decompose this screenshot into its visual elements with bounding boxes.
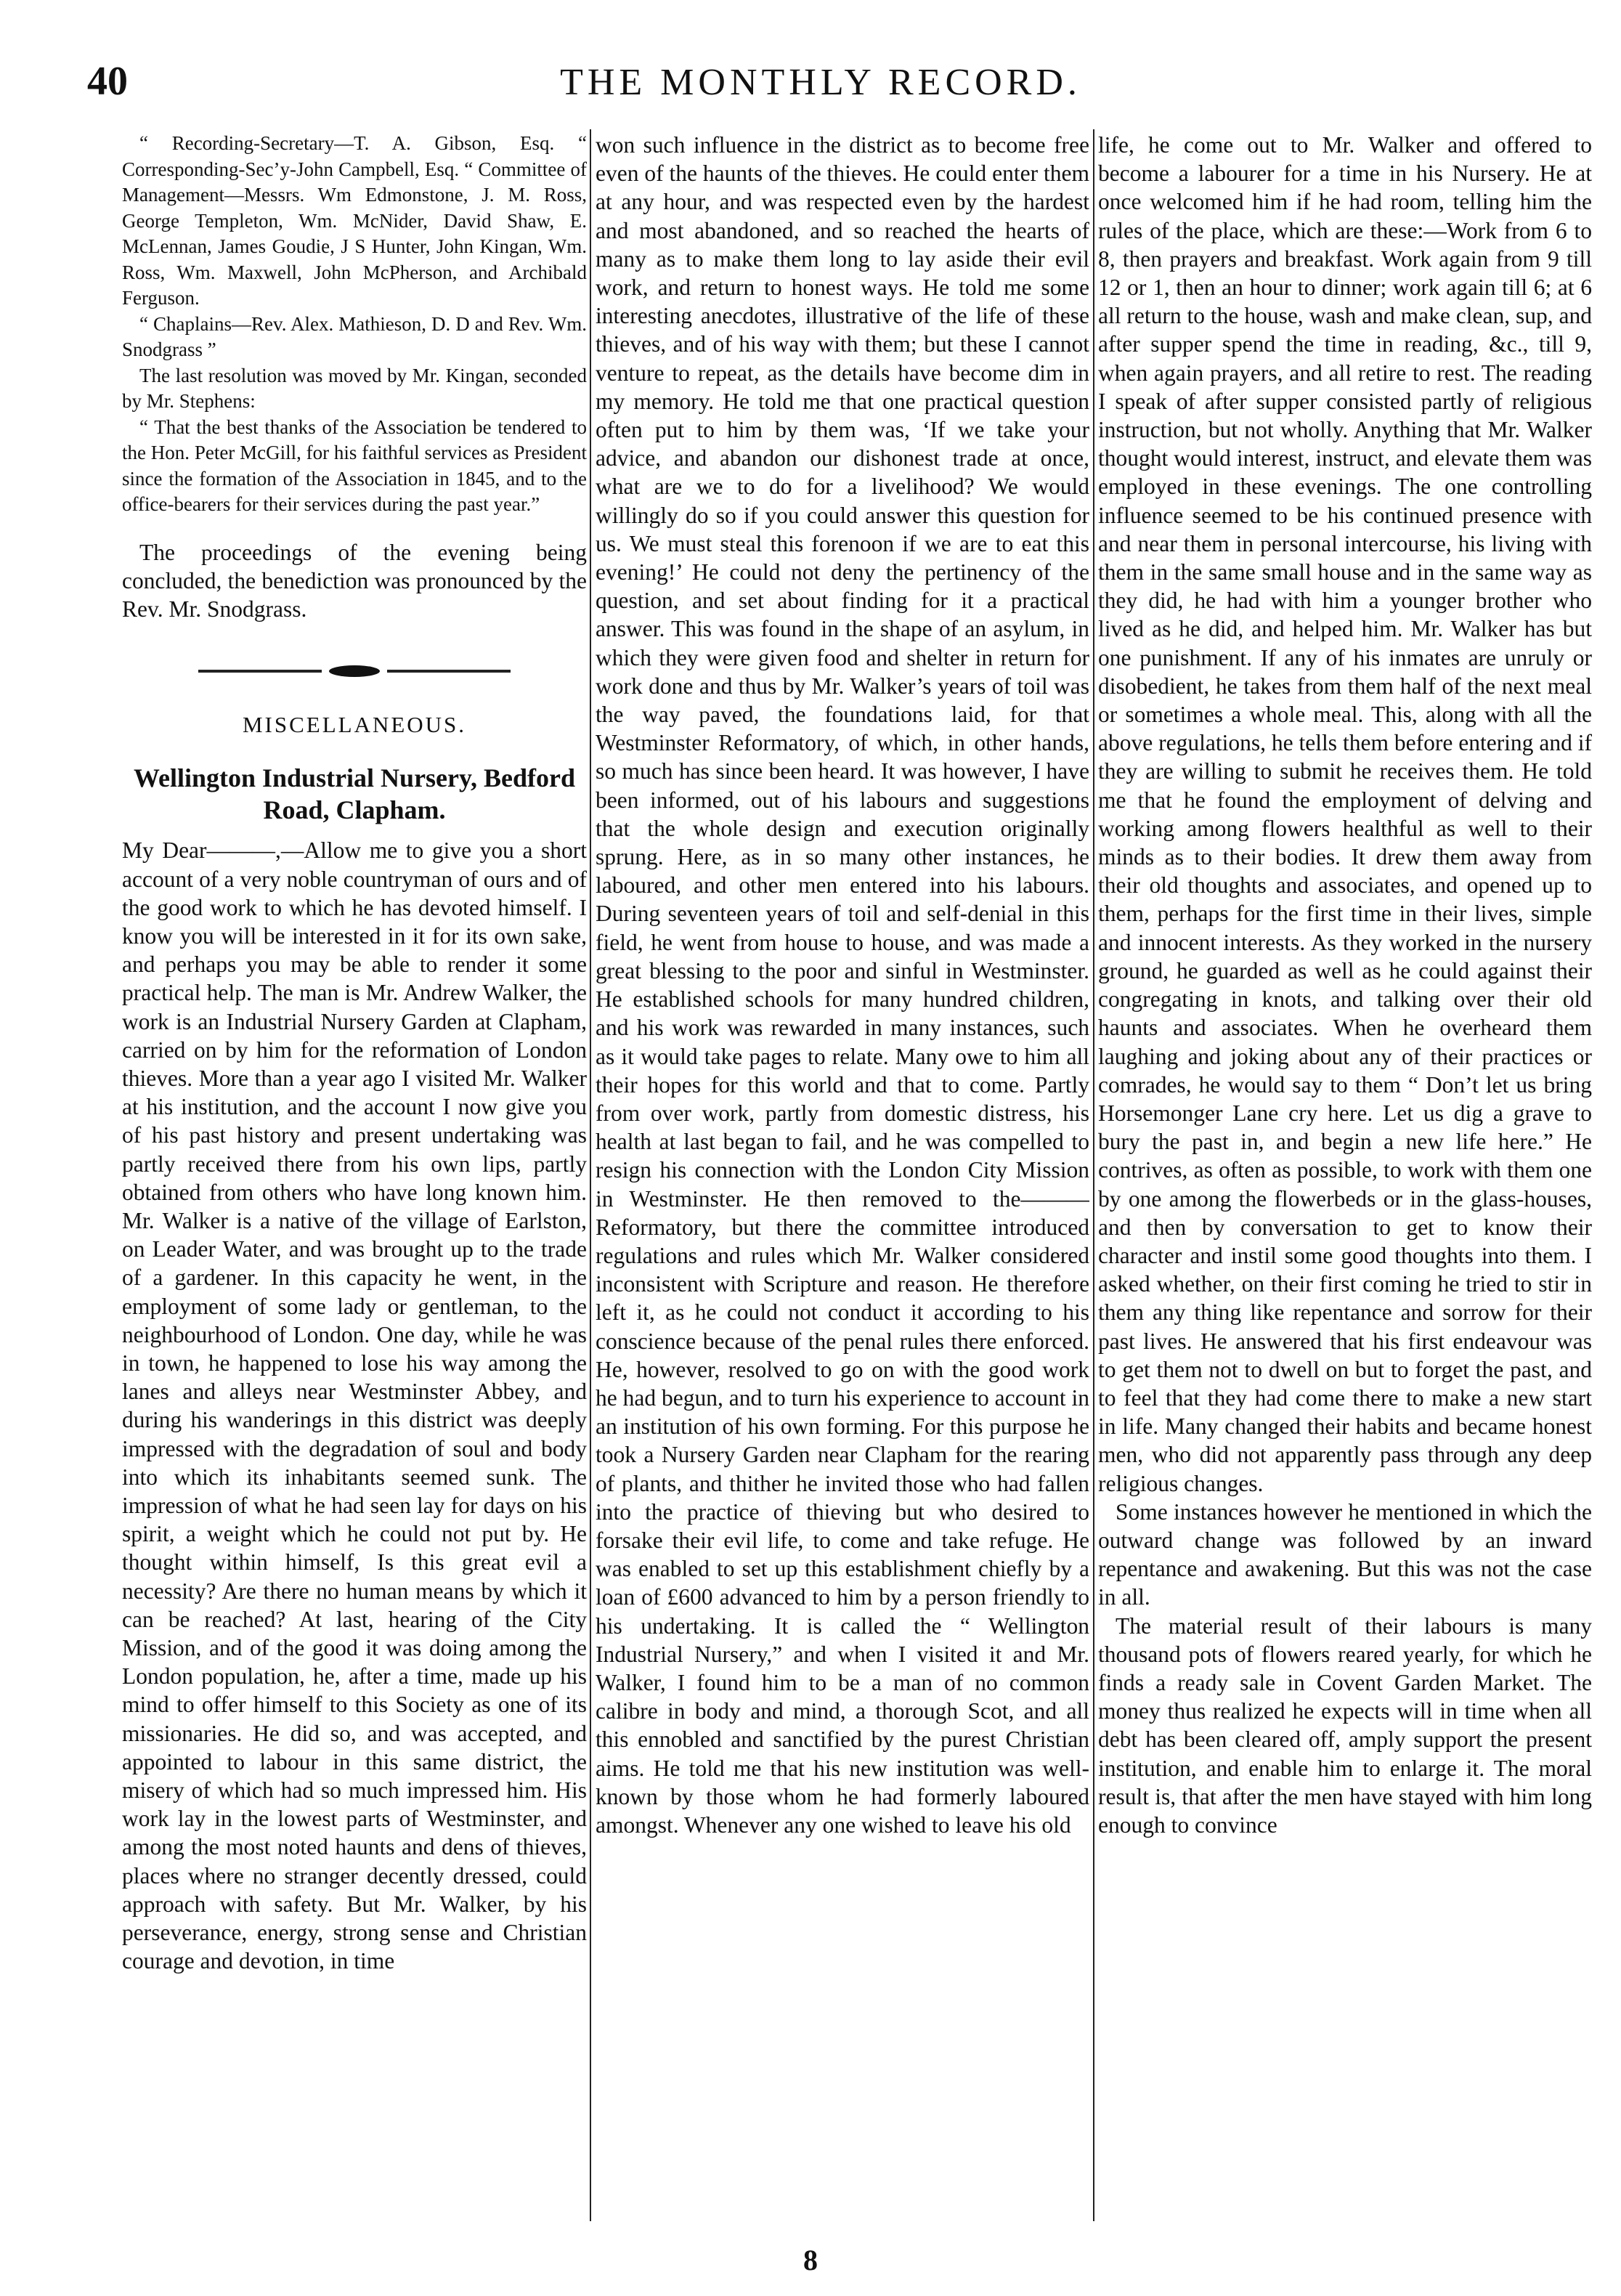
officers-list: “ Recording-Secretary—T. A. Gibson, Esq. “ Corresponding-Sec’y-John Campbell, Esq. “ Committee of Management—Messrs. Wm Edmonstone, J. M. Ross, George Templeton, Wm. McNider, David Shaw, E. McLennan, James Goudie, J S Hunter, John Kingan, Wm. Ross, Wm. Maxwell, John McPherson, and Archibald Ferguson. [122,132,587,309]
closing-paragraph: The proceedings of the evening being concluded, the benediction was pronounced by the Rev. Mr. Snodgrass. [122,539,587,622]
running-title: THE MONTHLY RECORD. [560,62,1081,103]
article-paragraph: The material result of their labours is many thousand pots of flowers reared yearly, for which he finds a ready sale in Covent Garden Market. The money thus realized he expects will in time when all debt has been cleared off, amply support the present institution, and enable him to enlarge it. The moral result is, that after the men have stayed with him long enough to convince [1098,1613,1592,1838]
article-body-continued: life, he come out to Mr. Walker and offered to become a labourer for a time in his Nursery. He at once welcomed him if he had room, telling him the rules of the place, which are these:—Work from 6 to 8, then prayers and breakfast. Work again from 9 till 12 or 1, then an hour to dinner; work again till 6; at 6 all return to the house, wash and make clean, sup, and after supper spend the time in reading, &c., till 9, when again prayers, and all retire to rest. The reading I speak of after supper consisted partly of religious instruction, but not wholly. Anything that Mr. Walker thought would interest, instruct, and elevate them was employed in these evenings. The one controlling influence seemed to be his continued presence with and near them in personal intercourse, his living with them in the same small house and in the same way as they did, he had with him a younger brother who lived as he did, and helped him. Mr. Walker has but one punishment. If any of his inmates are unruly or disobedient, he takes from them half of the next meal or sometimes a whole meal. This, along with all the above regulations, he tells them before entering and if they are willing to submit he receives them. He told me that he found the employment of delving and working among flowers healthful as well to their minds as to their bodies. It drew them away from their old thoughts and associates, and opened up to them, perhaps for the first time in their lives, simple and innocent interests. As they worked in the nursery ground, he guarded as well as he could against their congregating in knots, and talking over their old haunts and associates. When he overheard them laughing and joking about any of their practices or comrades, he would say to them “ Don’t let us bring Horsemonger Lane cry here. Let us dig a grave to bury the past in, and begin a new life here.” He contrives, as often as possible, to work with them one by one among the flowerbeds or in the glass-houses, and then by conversation to get to know their character and instil some good thoughts into them. I asked whether, on their first coming he tried to stir in them any thing like repentance and sorrow for their past lives. He answered that his first endeavour was to get them not to dwell on but to forget the past, and to feel that they had come there to make a new start in life. Many changed their habits and became honest men, who did not apparently pass through any deep religious changes. [1098,132,1592,1496]
page-header [65,51,1576,109]
column-rule [1093,129,1094,2221]
column-rule [590,129,591,2221]
signature-mark: 8 [803,2244,818,2276]
page-number: 40 [87,59,128,104]
article-body-continued: won such influence in the district as to become free even of the haunts of the thieves. He could enter them at any hour, and was respected even by the hardest and most abandoned, and so reached the hearts of many as to make them long to lay aside their evil work, and return to honest ways. He told me some interesting anecdotes, illustrative of the life of these thieves, and of his way with them; but these I cannot venture to repeat, as the details have become dim in my memory. He told me that one practical question often put to him by them was, ‘If we take your advice, and abandon our dishonest trade at once, what are we to do for a livelihood? We would willingly do so if you could answer this question for us. We must steal this forenoon if we are to eat this evening!’ He could not deny the pertinency of the question, and set about finding for it a practical answer. This was found in the shape of an asylum, in which they were given food and shelter in return for work done and thus by Mr. Walker’s years of toil was the way paved, the foundations laid, for that Westminster Reformatory, of which, in other hands, so much has since been heard. It was however, I have been informed, out of his labours and suggestions that the whole design and execution originally sprung. Here, as in so many other instances, he laboured, and other men entered into his labours. During seventeen years of toil and self-denial in this field, he went from house to house, and was made a great blessing to the poor and sinful in Westminster. He established schools for many hundred children, and his work was rewarded in many instances, such as it would take pages to relate. Many owe to him all their hopes for this world and that to come. Partly from over work, partly from domestic distress, his health at last began to fail, and he was compelled to resign his connection with the London City Mission in Westminster. He then removed to the——— Reformatory, but there the committee introduced regulations and rules which Mr. Walker considered inconsistent with Scripture and reason. He therefore left it, as he could not conduct it according to his conscience because of the penal rules there enforced. He, however, resolved to go on with the good work he had begun, and to turn his experience to account in an institution of his own forming. For this purpose he took a Nursery Garden near Clapham for the rearing of plants, and thither he invited those who had fallen into the practice of thieving but who desired to forsake their evil life, to come and take refuge. He was enabled to set up this establishment chiefly by a loan of £600 advanced to him by a person friendly to his undertaking. It is called the “ Wellington Industrial Nursery,” and when I visited it and Mr. Walker, I found him to be a man of no common calibre in body and mind, a thorough Scot, and all this ennobled and sanctified by the purest Christian aims. He told me that his new institution was well-known by those whom he had formerly laboured amongst. Whenever any one wished to leave his old [596,132,1089,1838]
resolution-text: “ That the best thanks of the Association be tendered to the Hon. Peter McGill, for his faithful services as President since the formation of the Association in 1845, and to the office-bearers for their services during the past year.” [122,415,587,515]
salutation: My Dear———, [122,837,281,864]
resolution-intro: The last resolution was moved by Mr. Kingan, seconded by Mr. Stephens: [122,364,587,412]
ornamental-rule [122,657,587,686]
article-body [122,836,587,1975]
column-1 [122,131,587,2179]
article-paragraph: Some instances however he mentioned in which the outward change was followed by an inward repentance and awakening. But this was not the case in all. [1098,1498,1592,1610]
article-title: Wellington Industrial Nursery, Bedford Road, Clapham. [133,763,576,825]
chaplains-list: “ Chaplains—Rev. Alex. Mathieson, D. D and Rev. Wm. Snodgrass ” [122,312,587,360]
column-3 [1098,131,1592,2179]
article-body-text: —Allow me to give you a short account of a very noble countryman of ours and of the good work to which he has devoted himself. I know you will be interested in it for its own sake, and perhaps you may be able to render it some practical help. The man is Mr. Andrew Walker, the work is an Industrial Nursery Garden at Clapham, carried on by him for the reformation of London thieves. More than a year ago I visited Mr. Walker at his institution, and the account I now give you of his past history and present undertaking was partly received there from his own lips, partly obtained from others who have long known him. Mr. Walker is a native of the village of Earlston, on Leader Water, and was brought up to the trade of a gardener. In this capacity he went, in the employment of some lady or gentleman, to the neighbourhood of London. One day, while he was in town, he happened to lose his way among the lanes and alleys near Westminster Abbey, and during his wanderings in this district was deeply impressed with the degradation of soul and body into which its inhabitants seemed sunk. The impression of what he had seen lay for days on his spirit, a weight which he could not put by. He thought within himself, Is this great evil a necessity? Are there no human means by which it can be reached? At last, hearing of the City Mission, and of the good it was doing among the London population, he, after a time, made up his mind to offer himself to this Society as one of its missionaries. He did so, and was accepted, and appointed to labour in this same district, the misery of which had so much impressed him. His work lay in the lowest parts of Westminster, and among the most noted haunts and dens of thieves, places where no stranger decently dressed, could approach with safety. But Mr. Walker, by his perseverance, energy, strong sense and Christian courage and devotion, in time [122,837,587,1974]
column-2 [596,131,1089,2179]
section-title: MISCELLANEOUS. [242,712,467,738]
